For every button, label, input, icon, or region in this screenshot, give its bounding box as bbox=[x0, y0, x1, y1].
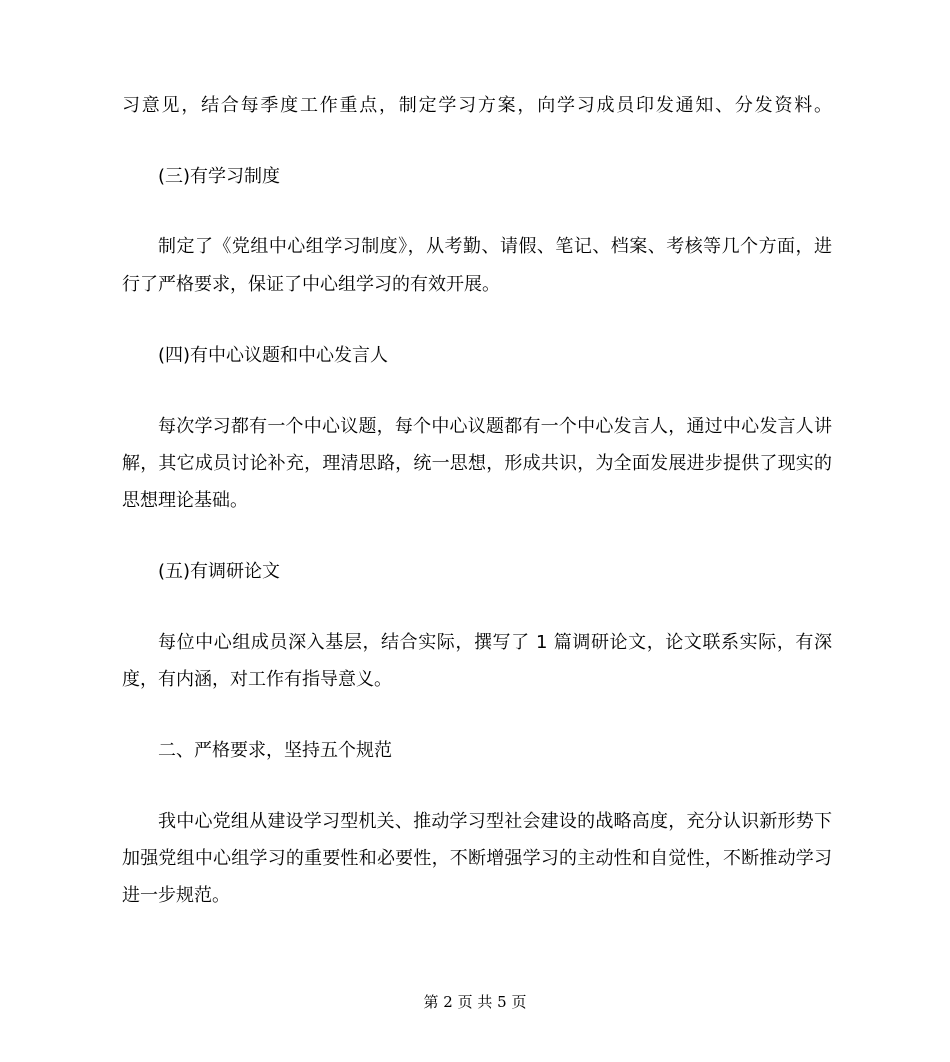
section-heading: (五)有调研论文 bbox=[158, 561, 281, 582]
paragraph-line: 进一步规范。 bbox=[122, 885, 230, 906]
paragraph-line: 行了严格要求，保证了中心组学习的有效开展。 bbox=[122, 274, 500, 295]
paragraph-line: 每次学习都有一个中心议题，每个中心议题都有一个中心发言人，通过中心发言人讲 bbox=[158, 416, 832, 437]
paragraph-line: 解，其它成员讨论补充，理清思路，统一思想，形成共识，为全面发展进步提供了现实的 bbox=[122, 453, 832, 474]
paragraph-line: 度，有内涵，对工作有指导意义。 bbox=[122, 669, 392, 690]
page-indicator: 第 2 页 共 5 页 bbox=[423, 993, 527, 1011]
section-heading: (三)有学习制度 bbox=[158, 166, 281, 187]
paragraph-line: 思想理论基础。 bbox=[122, 490, 248, 511]
section-heading: (四)有中心议题和中心发言人 bbox=[158, 345, 389, 366]
section-heading: 二、严格要求，坚持五个规范 bbox=[158, 740, 392, 761]
paragraph-line: 我中心党组从建设学习型机关、推动学习型社会建设的战略高度，充分认识新形势下 bbox=[158, 811, 832, 832]
paragraph-line: 习意见，结合每季度工作重点，制定学习方案，向学习成员印发通知、分发资料。 bbox=[122, 95, 832, 116]
paragraph-line: 加强党组中心组学习的重要性和必要性，不断增强学习的主动性和自觉性，不断推动学习 bbox=[122, 848, 832, 869]
paragraph-line: 每位中心组成员深入基层，结合实际，撰写了 1 篇调研论文，论文联系实际，有深 bbox=[158, 632, 832, 653]
paragraph-line: 制定了《党组中心组学习制度》，从考勤、请假、笔记、档案、考核等几个方面，进 bbox=[158, 236, 832, 257]
